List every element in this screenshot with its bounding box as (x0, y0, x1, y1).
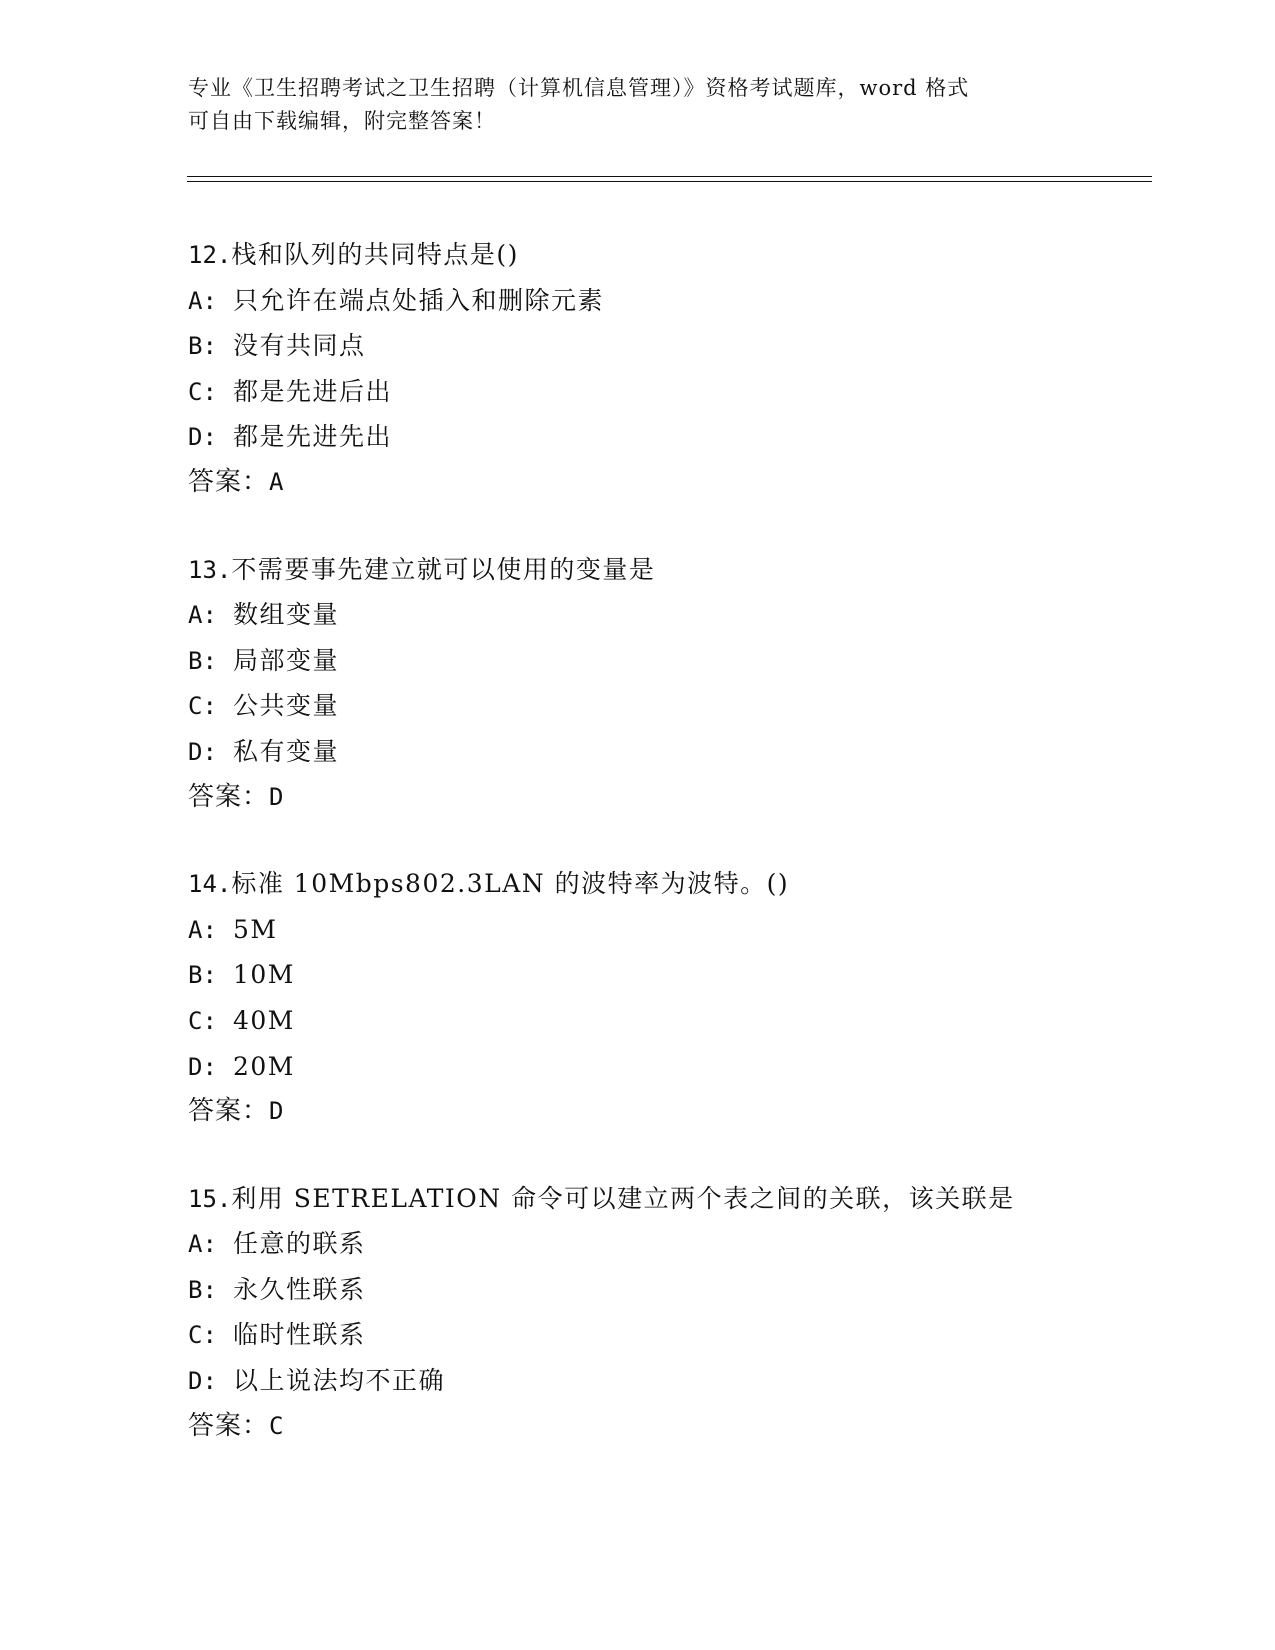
option-key: D: (188, 1367, 217, 1396)
answer (188, 1404, 1188, 1450)
answer-value: D (269, 1097, 285, 1126)
option-text: 临时性联系 (233, 1320, 366, 1350)
option-text: 20M (233, 1051, 295, 1081)
answer-value: C (269, 1411, 285, 1440)
option-b (188, 323, 1188, 369)
question-stem (188, 861, 1188, 907)
question-number: 15. (188, 1184, 232, 1213)
option-c (188, 998, 1188, 1044)
option-key: C: (188, 692, 217, 721)
option-text: 任意的联系 (233, 1229, 366, 1259)
question-stem (188, 232, 1188, 278)
answer-label: 答案： (188, 1410, 270, 1441)
option-d (188, 1358, 1188, 1404)
question-stem (188, 547, 1188, 593)
option-b (188, 638, 1188, 684)
option-key: C: (188, 1006, 217, 1035)
answer (188, 775, 1188, 821)
option-key: B: (188, 961, 217, 990)
answer-label: 答案： (188, 466, 270, 497)
option-a (188, 592, 1188, 638)
option-key: A: (188, 286, 217, 315)
option-text: 以上说法均不正确 (233, 1366, 446, 1396)
option-text: 10M (233, 960, 295, 990)
option-key: D: (188, 737, 217, 766)
question-text: 不需要事先建立就可以使用的变量是 (231, 554, 656, 584)
answer-value: A (269, 467, 285, 496)
option-text: 数组变量 (233, 600, 340, 630)
answer-value: D (269, 782, 285, 811)
question-14 (188, 861, 1188, 1135)
question-text: 标准 10Mbps802.3LAN 的波特率为波特。() (231, 869, 790, 899)
option-text: 没有共同点 (233, 331, 366, 361)
header-line-1: 专业《卫生招聘考试之卫生招聘（计算机信息管理）》资格考试题库，word 格式 (188, 76, 970, 100)
option-a (188, 907, 1188, 953)
option-text: 私有变量 (233, 736, 340, 766)
option-b (188, 952, 1188, 998)
question-list (188, 232, 1188, 1490)
option-key: C: (188, 1321, 217, 1350)
option-key: A: (188, 1230, 217, 1259)
answer (188, 1089, 1188, 1135)
question-13 (188, 547, 1188, 821)
answer (188, 460, 1188, 506)
question-number: 12. (188, 241, 232, 269)
option-key: C: (188, 377, 217, 406)
option-text: 都是先进后出 (233, 376, 393, 406)
header-divider-top (187, 176, 1152, 177)
document-header (188, 72, 1088, 138)
option-key: D: (188, 1052, 217, 1081)
option-text: 5M (233, 914, 278, 944)
question-text: 利用 SETRELATION 命令可以建立两个表之间的关联，该关联是 (231, 1183, 1015, 1213)
option-text: 40M (233, 1005, 295, 1035)
option-c (188, 683, 1188, 729)
option-key: A: (188, 601, 217, 630)
option-key: D: (188, 423, 217, 452)
option-key: B: (188, 646, 217, 675)
option-text: 永久性联系 (233, 1274, 366, 1304)
option-key: B: (188, 1275, 217, 1304)
question-number: 14. (188, 870, 232, 899)
question-12 (188, 232, 1188, 506)
option-b (188, 1267, 1188, 1313)
header-line-2: 可自由下载编辑，附完整答案！ (188, 109, 496, 133)
question-stem (188, 1176, 1188, 1222)
answer-label: 答案： (188, 781, 270, 812)
option-text: 公共变量 (233, 691, 340, 721)
option-c (188, 1312, 1188, 1358)
option-a (188, 278, 1188, 324)
option-a (188, 1221, 1188, 1267)
question-15 (188, 1176, 1188, 1450)
option-c (188, 369, 1188, 415)
option-d (188, 1044, 1188, 1090)
header-divider-bottom (187, 181, 1152, 182)
option-key: B: (188, 332, 217, 361)
question-text: 栈和队列的共同特点是() (231, 240, 519, 269)
option-text: 局部变量 (233, 645, 340, 675)
option-key: A: (188, 915, 217, 944)
option-text: 都是先进先出 (233, 422, 393, 452)
option-text: 只允许在端点处插入和删除元素 (233, 285, 605, 315)
question-number: 13. (188, 555, 232, 584)
option-d (188, 414, 1188, 460)
option-d (188, 729, 1188, 775)
answer-label: 答案： (188, 1096, 270, 1127)
